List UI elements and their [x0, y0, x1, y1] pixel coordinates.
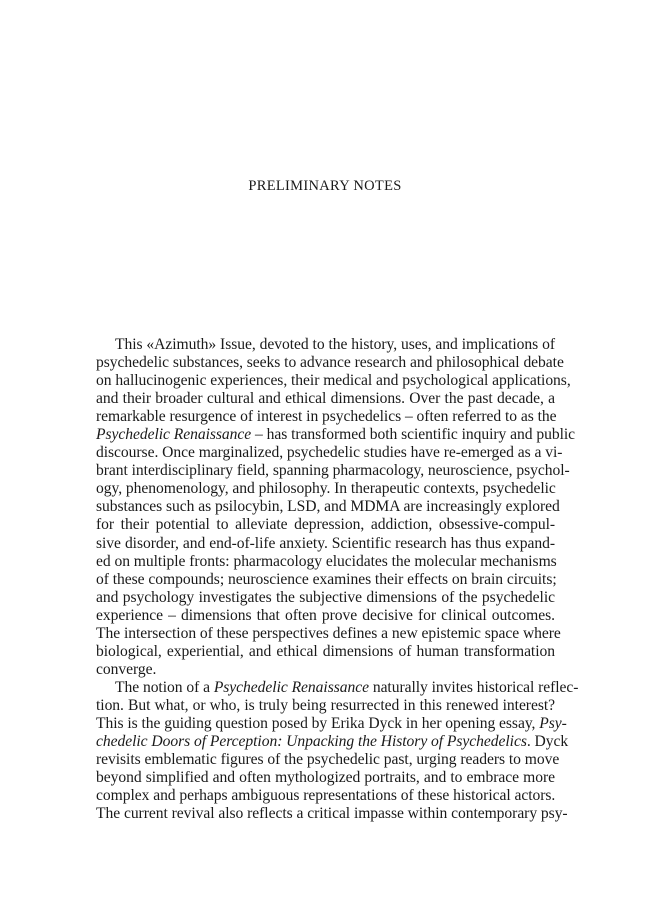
text-line: revisits emblematic figures of the psychedelic past, urging readers to move	[96, 751, 560, 769]
text-line: Psychedelic Renaissance – has transformed both scientific inquiry and public	[96, 426, 576, 444]
text-line: discourse. Once marginalized, psychedelic studies have re-emerged as a vi-	[96, 444, 563, 462]
text-line: brant interdisciplinary field, spanning pharmacology, neuroscience, psychol-	[96, 462, 570, 480]
text-line: of these compounds; neuroscience examines their effects on brain circuits;	[96, 570, 557, 588]
text-line: substances such as psilocybin, LSD, and MDMA are increasingly explored	[96, 498, 560, 516]
text-line: converge.	[96, 660, 157, 678]
text-line: The intersection of these perspectives defines a new epistemic space where	[96, 624, 561, 642]
paragraph	[96, 336, 576, 679]
text-line: ed on multiple fronts: pharmacology elucidates the molecular mechanisms	[96, 552, 557, 570]
text-line: biological, experiential, and ethical dimensions of human transformation	[96, 642, 555, 660]
text-line: and psychology investigates the subjective dimensions of the psychedelic	[96, 588, 555, 606]
text-line: ogy, phenomenology, and philosophy. In therapeutic contexts, psychedelic	[96, 480, 556, 498]
text-line: remarkable resurgence of interest in psychedelics – often referred to as the	[96, 408, 557, 426]
text-line: This is the guiding question posed by Erika Dyck in her opening essay, Psy-	[96, 714, 567, 732]
text-line: psychedelic substances, seeks to advance research and philosophical debate	[96, 354, 564, 372]
text-line: experience – dimensions that often prove decisive for clinical outcomes.	[96, 606, 555, 624]
page-title: PRELIMINARY NOTES	[248, 178, 402, 194]
text-line: tion. But what, or who, is truly being resurrected in this renewed interest?	[96, 696, 555, 714]
text-line: This «Azimuth» Issue, devoted to the history, uses, and implications of	[115, 336, 555, 353]
text-line: sive disorder, and end-of-life anxiety. Scientific research has thus expand-	[96, 534, 555, 552]
text-line: The current revival also reflects a critical impasse within contemporary psy-	[96, 805, 568, 823]
text-line: chedelic Doors of Perception: Unpacking the History of Psychedelics. Dyck	[96, 733, 569, 751]
paragraph	[96, 678, 579, 823]
text-line: The notion of a Psychedelic Renaissance naturally invites historical reflec-	[115, 678, 579, 696]
text-line: and their broader cultural and ethical dimensions. Over the past decade, a	[96, 390, 555, 408]
body-text	[96, 336, 579, 823]
text-line: complex and perhaps ambiguous representations of these historical actors.	[96, 787, 556, 805]
text-line: beyond simplified and often mythologized portraits, and to embrace more	[96, 769, 555, 787]
text-line: on hallucinogenic experiences, their medical and psychological applications,	[96, 372, 571, 390]
text-line: for their potential to alleviate depression, addiction, obsessive-compul-	[96, 516, 555, 534]
